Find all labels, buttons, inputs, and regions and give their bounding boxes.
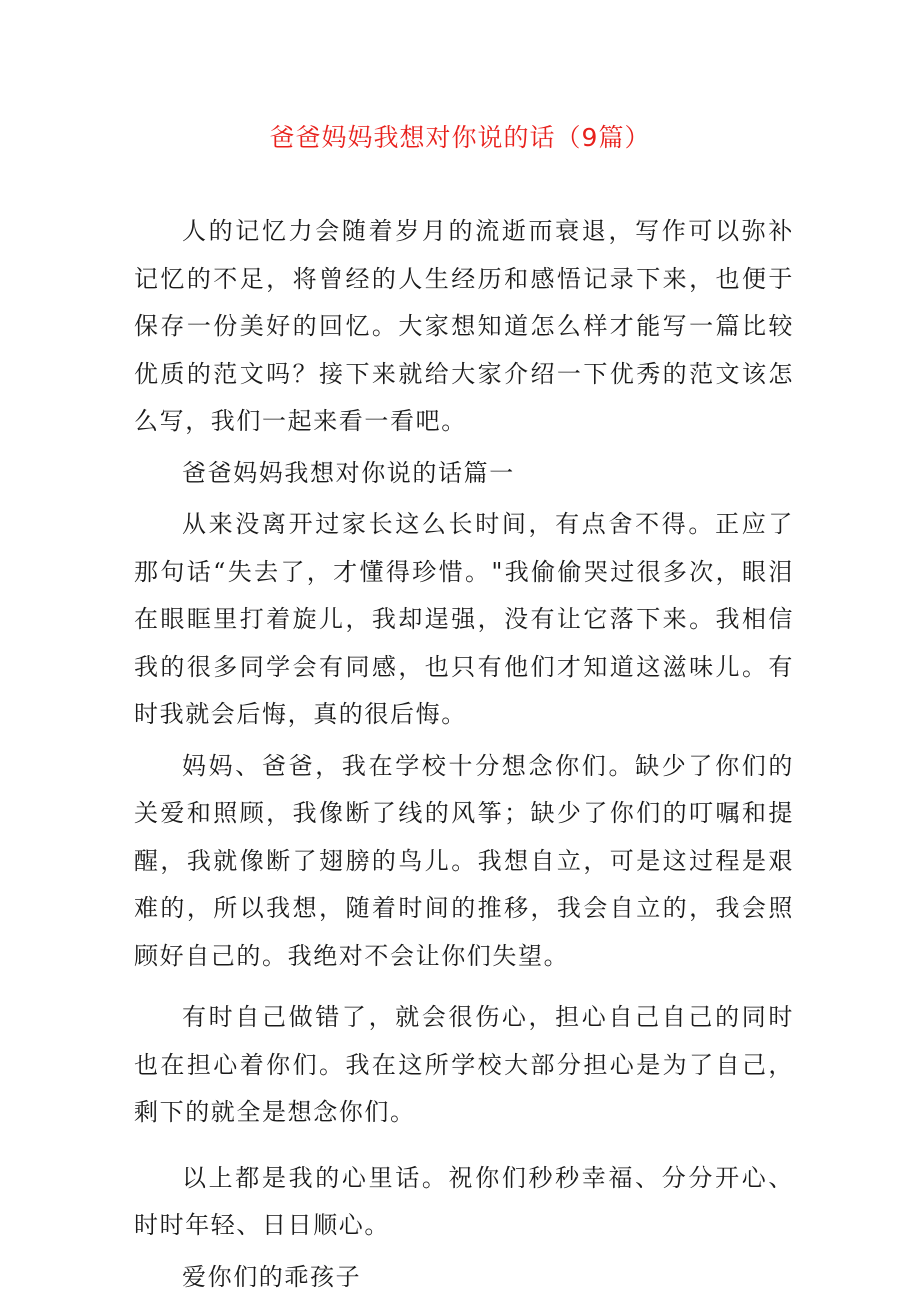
body-paragraph: 以上都是我的心里话。祝你们秒秒幸福、分分开心、时时年轻、日日顺心。	[134, 1163, 794, 1239]
section-heading: 爸爸妈妈我想对你说的话篇一	[182, 458, 515, 487]
document-body	[134, 208, 794, 1301]
body-paragraph: 从来没离开过家长这么长时间，有点舍不得。正应了那句话“失去了，才懂得珍惜。"我偷偷哭过很多次，眼泪在眼眶里打着旋儿，我却逞强，没有让它落下来。我相信我的很多同学会有同感，也只有他们才知道这滋味儿。有时我就会后悔，真的很后悔。	[134, 510, 794, 728]
document-title: 爸爸妈妈我想对你说的话（9篇）	[269, 123, 651, 152]
intro-paragraph: 人的记忆力会随着岁月的流逝而衰退，写作可以弥补记忆的不足，将曾经的人生经历和感悟记录下来，也便于保存一份美好的回忆。大家想知道怎么样才能写一篇比较优质的范文吗？接下来就给大家介绍一下优秀的范文该怎么写，我们一起来看一看吧。	[134, 217, 794, 435]
signature-line: 爱你们的乖孩子	[182, 1262, 362, 1291]
body-paragraph: 妈妈、爸爸，我在学校十分想念你们。缺少了你们的关爱和照顾，我像断了线的风筝；缺少了你们的叮嘱和提醒，我就像断了翅膀的鸟儿。我想自立，可是这过程是艰难的，所以我想，随着时间的推移，我会自立的，我会照顾好自己的。我绝对不会让你们失望。	[134, 751, 794, 970]
body-paragraph: 有时自己做错了，就会很伤心，担心自己自己的同时也在担心着你们。我在这所学校大部分担心是为了自己，剩下的就全是想念你们。	[134, 1003, 794, 1126]
